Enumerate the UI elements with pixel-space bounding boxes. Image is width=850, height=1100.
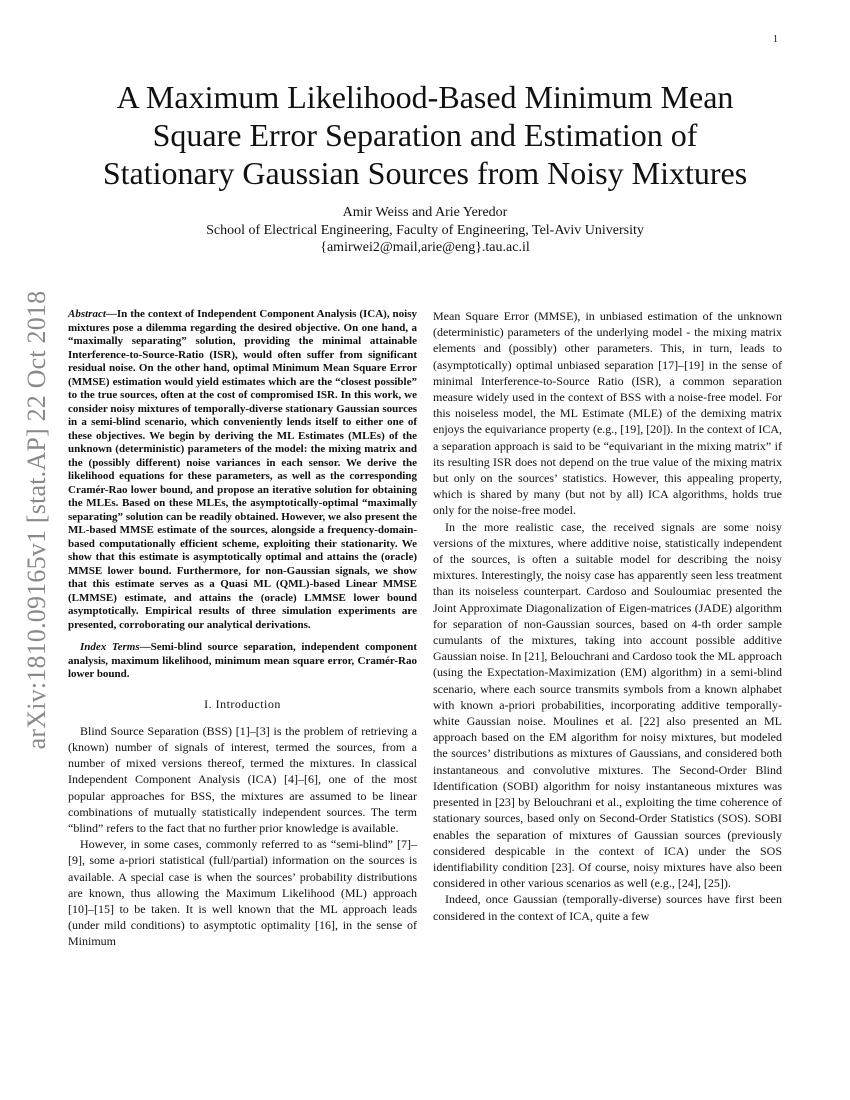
- author-block: [60, 204, 790, 257]
- paragraph: Indeed, once Gaussian (temporally-diverse) sources have first been considered in the context of ICA, quite a few: [433, 892, 782, 923]
- arxiv-identifier-text: arXiv:1810.09165v1 [stat.AP] 22 Oct 2018: [22, 290, 51, 750]
- page-number: 1: [773, 34, 778, 45]
- title-line: Square Error Separation and Estimation of: [152, 117, 698, 153]
- paper-title: [60, 78, 790, 192]
- index-terms-label: Index Terms: [80, 641, 140, 653]
- right-column: [433, 308, 782, 924]
- arxiv-side-identifier: [22, 290, 52, 750]
- author-names: Amir Weiss and Arie Yeredor: [342, 205, 508, 220]
- index-terms: [68, 641, 417, 682]
- index-terms-text: —Semi-blind source separation, independent component analysis, maximum likelihood, minimum mean square error, Cramér-Rao lower bound.: [68, 641, 417, 680]
- paragraph: Mean Square Error (MMSE), in unbiased estimation of the unknown (deterministic) parameters of the underlying model - the mixing matrix elements and (possibly) other parameters. This, in turn, leads to (asymptotically) optimal unbiased separation [17]–[19] in the sense of minimal Interference-to-Source Ratio (ISR), a common separation measure widely used in the context of BSS with a noise-free model. For this noiseless model, the ML Estimate (MLE) of the demixing matrix enjoys the equivariance property (e.g., [19], [20]). In the context of ICA, a separation approach is said to be “equivariant in the mixing matrix” if its resulting ISR does not depend on the true value of the mixing matrix but only on the sources’ statistics. However, this appealing property, which is shared by many (but not by all) ICA algorithms, holds true only for the noise-free model.: [433, 309, 782, 518]
- affiliation: School of Electrical Engineering, Faculty of Engineering, Tel-Aviv University: [206, 222, 644, 238]
- paragraph: In the more realistic case, the received signals are some noisy versions of the mixtures, where additive noise, statistically independent of the sources, is often a suitable model for describing the noisy mixtures. Interestingly, the noisy case has apparently seen less treatment than its noiseless counterpart. Cardoso and Souloumiac presented the Joint Approximate Diagonalization of Eigen-matrices (JADE) algorithm for separation of non-Gaussian sources, based on 4-th order sample cumulants of the mixtures, taking into account possible additive Gaussian noise. In [21], Belouchrani and Cardoso took the ML approach (using the Expectation-Maximization (EM) algorithm) in a semi-blind scenario, where each source transmits symbols from a known alphabet with known a-priori probabilities, incorporating additive temporally-white Gaussian noise. Moulines et al. [22] also presented an ML approach based on the EM algorithm for noisy mixtures, but modeled the sources’ distributions as mixtures of Gaussians, and considered both instantaneous and convolutive mixtures. The Second-Order Blind Identification (SOBI) algorithm for noisy instantaneous mixtures was presented in [23] by Belouchrani et al., exploiting the time coherence of stationary sources, based only on Second-Order Statistics (SOS). SOBI enables the separation of mixtures of Gaussian sources (previously considered despicable in the context of ICA) under the SOS identifiability condition [23]. Of course, noisy mixtures have also been considered in other various scenarios as well (e.g., [24], [25]).: [433, 519, 782, 891]
- section-heading: I. Introduction: [204, 696, 281, 711]
- title-line: A Maximum Likelihood-Based Minimum Mean: [116, 79, 734, 115]
- paragraph: Blind Source Separation (BSS) [1]–[3] is the problem of retrieving a (known) number of signals of interest, termed the sources, from a number of mixed versions thereof, termed the mixtures. In classical Independent Component Analysis (ICA) [4]–[6], one of the most popular approaches for BSS, the mixtures are assumed to be linear combinations of mutually statistically independent sources. The term “blind” refers to the fact that no further prior knowledge is available.: [68, 723, 417, 835]
- paragraph: However, in some cases, commonly referred to as “semi-blind” [7]–[9], some a-priori statistical (full/partial) information on the sources is available. A special case is when the sources’ probability distributions are known, thus allowing the Maximum Likelihood (ML) approach [10]–[15] to be taken. It is well known that the ML approach leads (under mild conditions) to asymptotic optimality [16], in the sense of Minimum: [68, 837, 417, 949]
- abstract: [68, 308, 417, 632]
- left-column: [68, 308, 417, 950]
- abstract-text: —In the context of Independent Component Analysis (ICA), noisy mixtures pose a dilemma regarding the desired objective. On one hand, a “maximally separating” solution, providing the minimal attainable Interference-to-Source-Ratio (ISR), would often suffer from significant residual noise. On the other hand, optimal Minimum Mean Square Error (MMSE) estimation would yield estimates which are the “closest possible” to the true sources, often at the cost of compromised ISR. In this work, we consider noisy mixtures of temporally-diverse stationary Gaussian sources in a semi-blind scenario, which conveniently lends itself to either one of these objectives. We begin by deriving the ML Estimates (MLEs) of the unknown (deterministic) parameters of the model: the mixing matrix and the (possibly different) noise variances in each sensor. We derive the likelihood equations for these parameters, as well as the corresponding Cramér-Rao lower bound, and propose an iterative solution for obtaining the MLEs. Based on these MLEs, the asymptotically-optimal “maximally separating” solution can be readily obtained. However, we also present the ML-based MMSE estimate of the sources, alongside a frequency-domain-based computationally efficient scheme, exploiting their stationarity. We show that this estimate is asymptotically optimal and attains the (oracle) MMSE lower bound. Furthermore, for non-Gaussian signals, we show that this estimate serves as a Quasi ML (QML)-based Linear MMSE (LMMSE) estimate, and attains the (oracle) LMMSE lower bound asymptotically. Empirical results of three simulation experiments are presented, corroborating our analytical derivations.: [68, 308, 417, 631]
- title-line: Stationary Gaussian Sources from Noisy Mixtures: [102, 155, 748, 191]
- abstract-label: Abstract: [68, 308, 106, 320]
- email: {amirwei2@mail,arie@eng}.tau.ac.il: [320, 240, 530, 255]
